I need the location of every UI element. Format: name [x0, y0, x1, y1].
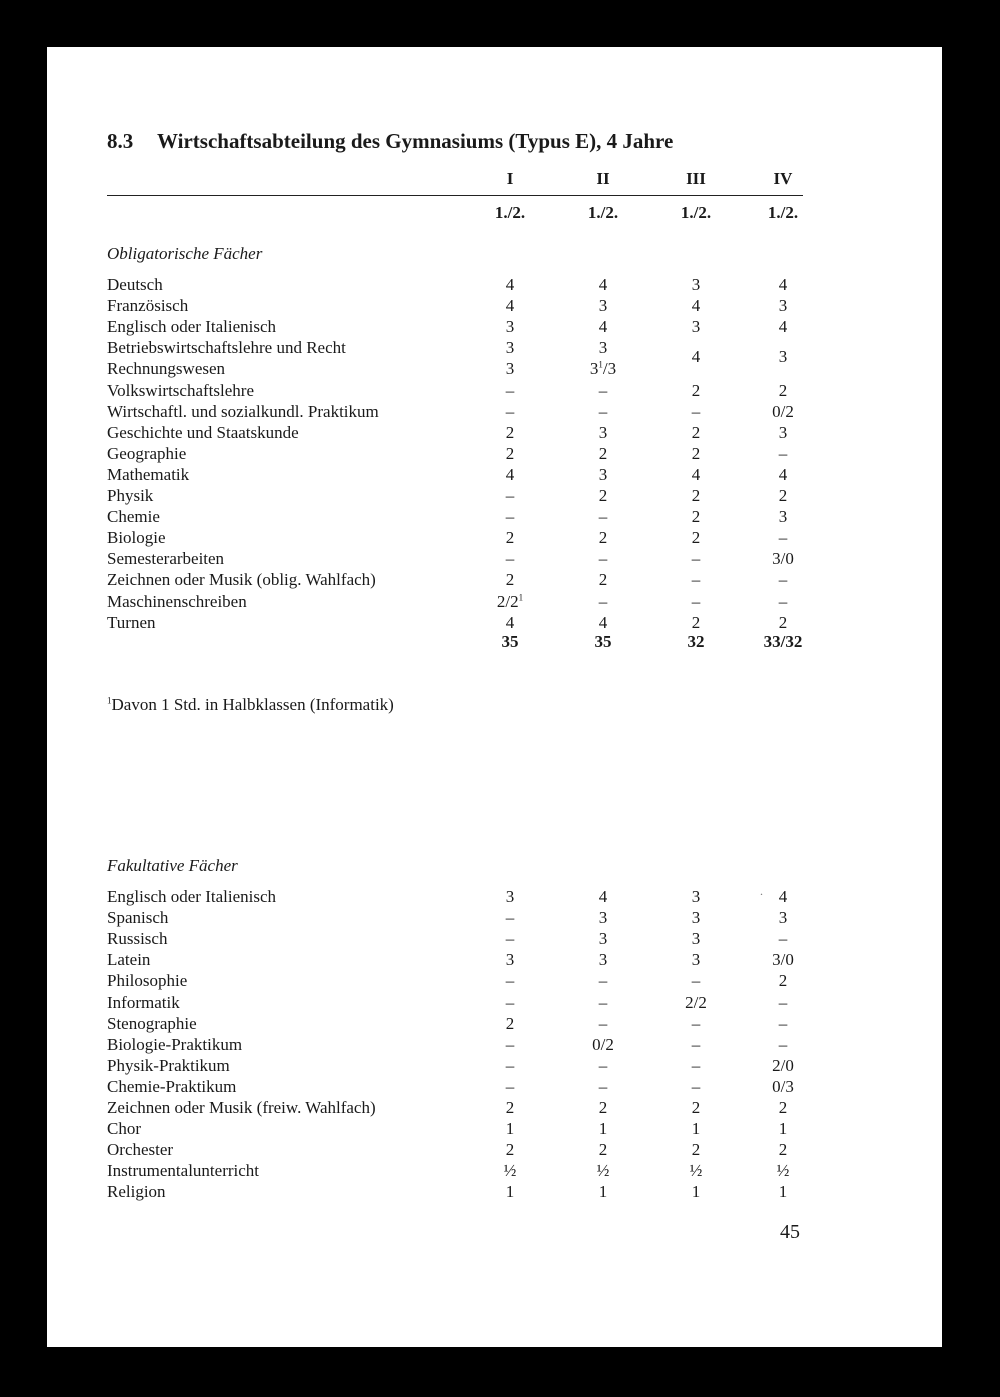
facultative-row-cell: 3 — [778, 908, 788, 928]
facultative-row-cell: ½ — [503, 1161, 517, 1181]
facultative-row-cell: – — [598, 1013, 608, 1033]
obligatory-row-subject: Volkswirtschaftslehre — [107, 380, 254, 400]
facultative-row-cell: – — [778, 1034, 788, 1054]
facultative-row-cell: 3 — [598, 929, 608, 949]
obligatory-row-cell: 4 — [691, 296, 701, 316]
facultative-row-cell: 3 — [505, 887, 515, 906]
facultative-row-cell: 3 — [598, 950, 608, 970]
facultative-row-subject: Instrumentalunterricht — [107, 1161, 260, 1181]
total-ii: 35 — [594, 632, 612, 651]
facultative-row-cell: – — [598, 992, 608, 1012]
obligatory-row-cell: 4 — [691, 464, 701, 484]
facultative-row-cell: 3 — [691, 908, 701, 928]
document-page — [47, 47, 942, 1347]
facultative-row-subject: Russisch — [107, 929, 168, 949]
obligatory-row-cell: – — [505, 401, 515, 421]
obligatory-row-cell: 4 — [598, 612, 608, 632]
obligatory-row-cell: 3 — [505, 317, 515, 337]
facultative-row-subject: Orchester — [107, 1140, 174, 1160]
facultative-row-cell: – — [691, 1076, 701, 1096]
facultative-row-cell: 1 — [505, 1119, 515, 1139]
obligatory-row-cell: 3 — [778, 422, 788, 442]
facultative-row-cell: 4 — [598, 887, 608, 906]
obligatory-row-subject: Englisch oder Italienisch — [107, 317, 277, 337]
facultative-row-subject: Stenographie — [107, 1013, 197, 1033]
obligatory-row-cell: 2 — [505, 570, 515, 590]
facultative-row-cell: – — [505, 992, 515, 1012]
obligatory-row-subject: Wirtschaftl. und sozialkundl. Praktikum — [107, 401, 379, 421]
facultative-row-cell: 3 — [691, 887, 701, 906]
facultative-row-cell: 1 — [505, 1182, 515, 1202]
obligatory-row-cell: 4 — [778, 275, 788, 294]
obligatory-row-cell: – — [778, 528, 788, 548]
section-title-text: Wirtschaftsabteilung des Gymnasiums (Typus E), 4 Jahre — [157, 129, 674, 153]
obligatory-row-cell: 4 — [778, 317, 788, 337]
facultative-row-cell: 0/2 — [592, 1034, 614, 1054]
facultative-row-cell: 1 — [691, 1182, 701, 1202]
facultative-row-subject: Chemie-Praktikum — [107, 1076, 237, 1096]
footnote-mark: 1 — [107, 695, 112, 706]
obligatory-row-cell: – — [691, 591, 701, 611]
section-title — [107, 129, 673, 154]
obligatory-row-subject: Geschichte und Staatskunde — [107, 422, 299, 442]
facultative-row-subject: Philosophie — [107, 971, 188, 991]
facultative-row-subject: Spanisch — [107, 908, 169, 928]
obligatory-heading: Obligatorische Fächer — [107, 244, 263, 263]
facultative-row-cell: 2 — [778, 971, 788, 991]
facultative-row-cell: – — [505, 1034, 515, 1054]
total-iii: 32 — [687, 632, 705, 651]
facultative-row-cell: 1 — [691, 1119, 701, 1139]
obligatory-row-cell: 2 — [691, 380, 701, 400]
footnote-text: Davon 1 Std. in Halbklassen (Informatik) — [111, 695, 394, 714]
facultative-row-cell: – — [598, 1076, 608, 1096]
section-number: 8.3 — [107, 129, 134, 153]
obligatory-row-cell: – — [505, 486, 515, 505]
obligatory-row-cell: 4 — [505, 612, 515, 632]
obligatory-row-cell: 3 — [505, 359, 515, 379]
obligatory-row-cell: 3 — [505, 338, 515, 358]
obligatory-row-cell: – — [691, 401, 701, 421]
obligatory-row-cell: 2 — [505, 422, 515, 442]
facultative-row-subject: Chor — [107, 1119, 141, 1139]
obligatory-row-cell: $3^1/3$ — [589, 359, 617, 379]
obligatory-row-cell: – — [691, 570, 701, 590]
obligatory-row-cell: $2/2^1$ — [496, 591, 524, 611]
obligatory-row-subject: Biologie — [107, 528, 166, 548]
facultative-row-cell: – — [505, 929, 515, 949]
semester-header-iv: 1./2. — [767, 203, 799, 222]
obligatory-row-cell: 2 — [691, 422, 701, 442]
header-rule — [107, 195, 803, 196]
facultative-row-cell: ½ — [596, 1161, 610, 1181]
obligatory-row-cell: – — [505, 507, 515, 527]
facultative-row-cell: 2 — [598, 1098, 608, 1117]
facultative-row-cell: – — [691, 1055, 701, 1075]
facultative-row-cell: 1 — [598, 1182, 608, 1202]
facultative-row-subject: Zeichnen oder Musik (freiw. Wahlfach) — [107, 1098, 376, 1117]
obligatory-row-cell: 3 — [691, 275, 701, 294]
obligatory-row-cell: – — [598, 549, 608, 569]
facultative-row-subject: Religion — [107, 1182, 166, 1202]
obligatory-row-subject: Physik — [107, 486, 154, 505]
facultative-row-cell: 2 — [598, 1140, 608, 1160]
obligatory-row-subject: Rechnungswesen — [107, 359, 226, 379]
rechnung-suffix: /3 — [602, 359, 617, 379]
obligatory-row-cell: – — [778, 443, 788, 463]
rechnung-sup: 1 — [598, 359, 603, 370]
facultative-row-cell: – — [598, 1055, 608, 1075]
facultative-row-cell: – — [505, 1055, 515, 1075]
facultative-row-cell: – — [505, 908, 515, 928]
obligatory-row-cell: 2 — [691, 486, 701, 505]
facultative-row-cell: ½ — [776, 1161, 790, 1181]
facultative-row-cell: 3 — [691, 950, 701, 970]
obligatory-row-subject: Deutsch — [107, 275, 163, 294]
facultative-row-cell: 2 — [778, 1098, 788, 1117]
obligatory-row-cell: 3 — [778, 296, 788, 316]
facultative-row-subject: Informatik — [107, 992, 180, 1012]
obligatory-row-cell: 2 — [598, 486, 608, 505]
obligatory-row-cell: – — [505, 380, 515, 400]
obligatory-row-cell: 0/2 — [772, 401, 794, 421]
obligatory-row-cell: – — [505, 549, 515, 569]
obligatory-row-cell: – — [778, 591, 788, 611]
facultative-row-subject: Latein — [107, 950, 151, 970]
obligatory-row-cell: 2 — [691, 528, 701, 548]
merged-cell-iii: 4 — [691, 347, 701, 366]
obligatory-row-cell: 4 — [598, 317, 608, 337]
obligatory-row-cell: 4 — [778, 464, 788, 484]
page-number: 45 — [780, 1221, 800, 1243]
obligatory-row-cell: 3 — [598, 422, 608, 442]
total-i: 35 — [501, 632, 519, 651]
facultative-row-cell: 3 — [691, 929, 701, 949]
obligatory-row-cell: 4 — [505, 296, 515, 316]
merged-cell-iv: 3 — [778, 347, 788, 366]
semester-header-i: 1./2. — [494, 203, 526, 222]
obligatory-row-cell: 3 — [598, 464, 608, 484]
facultative-row-cell: – — [691, 1013, 701, 1033]
facultative-row-cell: – — [598, 971, 608, 991]
facultative-row-cell: 2 — [505, 1013, 515, 1033]
facultative-row-cell: – — [778, 929, 788, 949]
column-header-iv: IV — [773, 169, 793, 188]
facultative-row-cell: 4 — [778, 887, 788, 906]
facultative-heading: Fakultative Fächer — [107, 856, 238, 875]
column-header-i: I — [506, 169, 514, 188]
obligatory-row-cell: 2 — [505, 528, 515, 548]
obligatory-row-cell: 3 — [598, 296, 608, 316]
obligatory-row-subject: Mathematik — [107, 464, 190, 484]
facultative-row-cell: – — [505, 1076, 515, 1096]
facultative-row-cell: 1 — [778, 1119, 788, 1139]
facultative-row-cell: – — [505, 971, 515, 991]
facultative-row-cell: – — [778, 992, 788, 1012]
semester-header-ii: 1./2. — [587, 203, 619, 222]
obligatory-row-cell: 2 — [778, 612, 788, 632]
obligatory-row-cell: 4 — [598, 275, 608, 294]
obligatory-row-cell: 2 — [505, 443, 515, 463]
facultative-row-cell: – — [691, 1034, 701, 1054]
facultative-row-cell: – — [691, 971, 701, 991]
obligatory-row-cell: – — [598, 401, 608, 421]
stray-mark: . — [760, 884, 763, 898]
maschinen-footnote-mark: 1 — [518, 591, 524, 602]
obligatory-row-cell: 2 — [598, 443, 608, 463]
facultative-row-cell: 1 — [598, 1119, 608, 1139]
obligatory-row-cell: – — [691, 549, 701, 569]
facultative-row-cell: 3 — [598, 908, 608, 928]
facultative-row-cell: 3/0 — [772, 950, 794, 970]
obligatory-row-subject: Geographie — [107, 443, 187, 463]
footnote — [107, 695, 394, 715]
facultative-row-cell: 2 — [505, 1098, 515, 1117]
obligatory-row-cell: 2 — [691, 507, 701, 527]
obligatory-row-cell: 4 — [505, 275, 515, 294]
obligatory-row-cell: 2 — [598, 528, 608, 548]
obligatory-row-cell: 3 — [691, 317, 701, 337]
semester-header-iii: 1./2. — [680, 203, 712, 222]
facultative-row-cell: 1 — [778, 1182, 788, 1202]
obligatory-row-subject: Turnen — [107, 612, 156, 632]
column-header-iii: III — [686, 169, 706, 188]
facultative-row-cell: 2/0 — [772, 1055, 794, 1075]
obligatory-row-cell: 3/0 — [772, 549, 794, 569]
facultative-row-subject: Biologie-Praktikum — [107, 1034, 243, 1054]
facultative-row-cell: 3 — [505, 950, 515, 970]
facultative-row-cell: 2/2 — [685, 992, 707, 1012]
facultative-row-cell: 2 — [778, 1140, 788, 1160]
obligatory-row-cell: – — [598, 507, 608, 527]
obligatory-row-subject: Semesterarbeiten — [107, 549, 225, 569]
facultative-row-cell: – — [778, 1013, 788, 1033]
obligatory-row-cell: 4 — [505, 464, 515, 484]
facultative-row-cell: ½ — [689, 1161, 703, 1181]
obligatory-row-cell: – — [598, 591, 608, 611]
obligatory-row-cell: – — [778, 570, 788, 590]
obligatory-row-subject: Zeichnen oder Musik (oblig. Wahlfach) — [107, 570, 376, 590]
obligatory-row-cell: 3 — [598, 338, 608, 358]
facultative-row-cell: 0/3 — [772, 1076, 794, 1096]
obligatory-row-cell: 2 — [691, 443, 701, 463]
obligatory-row-cell: – — [598, 380, 608, 400]
obligatory-row-cell: 2 — [691, 612, 701, 632]
obligatory-row-subject: Chemie — [107, 507, 160, 527]
obligatory-row-cell: 2 — [778, 380, 788, 400]
facultative-row-subject: Physik-Praktikum — [107, 1055, 230, 1075]
obligatory-row-subject: Betriebswirtschaftslehre und Recht — [107, 338, 346, 358]
obligatory-row-cell: 2 — [598, 570, 608, 590]
facultative-row-cell: 2 — [691, 1140, 701, 1160]
facultative-row-cell: 2 — [691, 1098, 701, 1117]
obligatory-row-subject: Maschinenschreiben — [107, 591, 247, 611]
facultative-row-cell: 2 — [505, 1140, 515, 1160]
facultative-row-subject: Englisch oder Italienisch — [107, 887, 277, 906]
obligatory-row-cell: 2 — [778, 486, 788, 505]
obligatory-row-cell: 3 — [778, 507, 788, 527]
obligatory-row-subject: Französisch — [107, 296, 189, 316]
total-iv: 33/32 — [763, 632, 803, 651]
column-header-ii: II — [596, 169, 610, 188]
